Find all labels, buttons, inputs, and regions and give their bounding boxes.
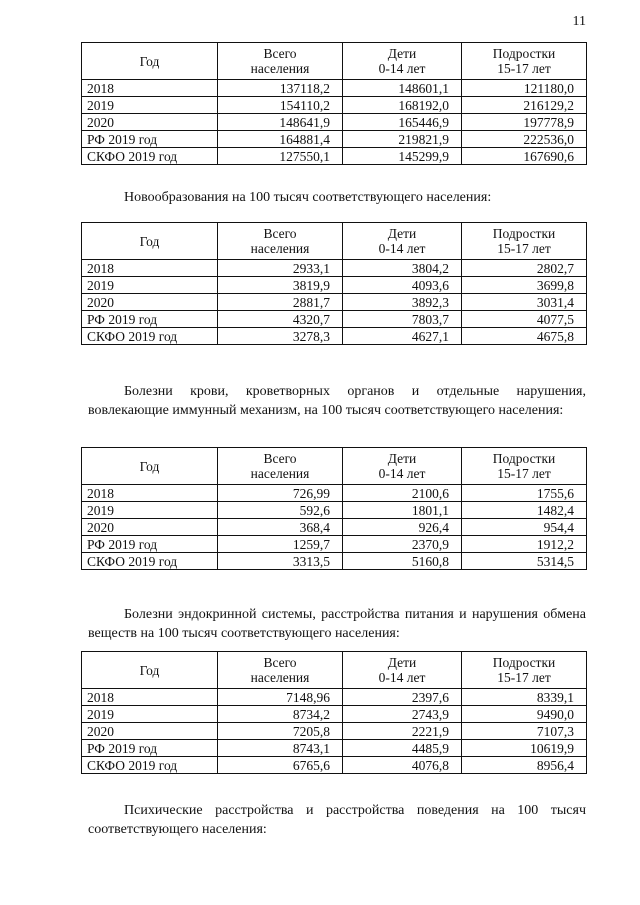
cell-children: 148601,1 — [343, 80, 462, 97]
cell-children: 145299,9 — [343, 148, 462, 165]
table-row — [82, 757, 587, 774]
table-row — [82, 97, 587, 114]
table-row — [82, 689, 587, 706]
cell-children: 2743,9 — [343, 706, 462, 723]
cell-total: 1259,7 — [218, 536, 343, 553]
cell-children: 3804,2 — [343, 260, 462, 277]
cell-teens: 1755,6 — [462, 485, 587, 502]
cell-children: 2100,6 — [343, 485, 462, 502]
cell-year: 2019 — [82, 502, 218, 519]
cell-teens: 121180,0 — [462, 80, 587, 97]
header-teens: Подростки 15-17 лет — [462, 652, 587, 689]
cell-children: 5160,8 — [343, 553, 462, 570]
cell-teens: 222536,0 — [462, 131, 587, 148]
cell-year: 2018 — [82, 80, 218, 97]
table-header-row — [82, 223, 587, 260]
cell-total: 3819,9 — [218, 277, 343, 294]
page-number: 11 — [572, 14, 586, 29]
header-teens: Подростки 15-17 лет — [462, 43, 587, 80]
cell-children: 1801,1 — [343, 502, 462, 519]
table-row — [82, 311, 587, 328]
cell-children: 2370,9 — [343, 536, 462, 553]
cell-year: РФ 2019 год — [82, 536, 218, 553]
cell-total: 8734,2 — [218, 706, 343, 723]
cell-total: 164881,4 — [218, 131, 343, 148]
table-header-row — [82, 652, 587, 689]
cell-children: 165446,9 — [343, 114, 462, 131]
table-row — [82, 260, 587, 277]
cell-year: 2019 — [82, 97, 218, 114]
cell-year: 2018 — [82, 260, 218, 277]
table-incidence-general — [81, 42, 587, 165]
caption-neoplasms: Новообразования на 100 тысяч соответствующего населения: — [124, 190, 492, 205]
cell-teens: 3031,4 — [462, 294, 587, 311]
header-year: Год — [82, 43, 218, 80]
table-row — [82, 553, 587, 570]
cell-year: 2018 — [82, 689, 218, 706]
cell-children: 168192,0 — [343, 97, 462, 114]
cell-teens: 4077,5 — [462, 311, 587, 328]
cell-total: 3313,5 — [218, 553, 343, 570]
cell-year: 2019 — [82, 706, 218, 723]
cell-total: 4320,7 — [218, 311, 343, 328]
cell-children: 7803,7 — [343, 311, 462, 328]
table-header-row — [82, 43, 587, 80]
cell-children: 4093,6 — [343, 277, 462, 294]
cell-teens: 3699,8 — [462, 277, 587, 294]
header-children: Дети 0-14 лет — [343, 223, 462, 260]
cell-children: 3892,3 — [343, 294, 462, 311]
table-row — [82, 328, 587, 345]
cell-year: 2020 — [82, 723, 218, 740]
table-row — [82, 148, 587, 165]
cell-year: 2020 — [82, 519, 218, 536]
table-header-row — [82, 448, 587, 485]
header-teens: Подростки 15-17 лет — [462, 223, 587, 260]
cell-teens: 8339,1 — [462, 689, 587, 706]
cell-children: 4627,1 — [343, 328, 462, 345]
table-row — [82, 706, 587, 723]
table-row — [82, 519, 587, 536]
cell-teens: 1482,4 — [462, 502, 587, 519]
cell-total: 148641,9 — [218, 114, 343, 131]
table-row — [82, 294, 587, 311]
caption-mental-disorders: Психические расстройства и расстройства поведения на 100 тысяч соответствующего населения: — [88, 803, 586, 837]
cell-total: 6765,6 — [218, 757, 343, 774]
cell-year: РФ 2019 год — [82, 311, 218, 328]
cell-year: 2020 — [82, 114, 218, 131]
header-teens: Подростки 15-17 лет — [462, 448, 587, 485]
caption-blood-diseases: Болезни крови, кроветворных органов и отдельные нарушения, вовлекающие иммунный механизм, на 100 тысяч соответствующего населения: — [88, 384, 586, 418]
cell-children: 4076,8 — [343, 757, 462, 774]
header-children: Дети 0-14 лет — [343, 652, 462, 689]
header-total: Всего населения — [218, 448, 343, 485]
cell-teens: 167690,6 — [462, 148, 587, 165]
cell-total: 726,99 — [218, 485, 343, 502]
cell-teens: 5314,5 — [462, 553, 587, 570]
cell-teens: 197778,9 — [462, 114, 587, 131]
cell-total: 2933,1 — [218, 260, 343, 277]
cell-year: 2020 — [82, 294, 218, 311]
table-row — [82, 485, 587, 502]
cell-total: 7205,8 — [218, 723, 343, 740]
cell-total: 7148,96 — [218, 689, 343, 706]
header-total: Всего населения — [218, 652, 343, 689]
cell-total: 154110,2 — [218, 97, 343, 114]
cell-children: 926,4 — [343, 519, 462, 536]
cell-teens: 216129,2 — [462, 97, 587, 114]
cell-total: 3278,3 — [218, 328, 343, 345]
cell-total: 137118,2 — [218, 80, 343, 97]
cell-children: 2221,9 — [343, 723, 462, 740]
table-neoplasms — [81, 222, 587, 345]
table-row — [82, 114, 587, 131]
cell-year: РФ 2019 год — [82, 740, 218, 757]
table-row — [82, 723, 587, 740]
table-row — [82, 277, 587, 294]
header-year: Год — [82, 448, 218, 485]
cell-teens: 7107,3 — [462, 723, 587, 740]
table-row — [82, 80, 587, 97]
cell-total: 2881,7 — [218, 294, 343, 311]
cell-teens: 2802,7 — [462, 260, 587, 277]
table-row — [82, 502, 587, 519]
table-row — [82, 536, 587, 553]
cell-year: СКФО 2019 год — [82, 757, 218, 774]
cell-children: 219821,9 — [343, 131, 462, 148]
cell-teens: 8956,4 — [462, 757, 587, 774]
header-children: Дети 0-14 лет — [343, 43, 462, 80]
header-year: Год — [82, 223, 218, 260]
cell-teens: 4675,8 — [462, 328, 587, 345]
table-endocrine-diseases — [81, 651, 587, 774]
cell-children: 2397,6 — [343, 689, 462, 706]
cell-teens: 954,4 — [462, 519, 587, 536]
table-blood-diseases — [81, 447, 587, 570]
table-row — [82, 740, 587, 757]
cell-year: 2018 — [82, 485, 218, 502]
cell-total: 592,6 — [218, 502, 343, 519]
cell-year: СКФО 2019 год — [82, 328, 218, 345]
cell-teens: 9490,0 — [462, 706, 587, 723]
header-year: Год — [82, 652, 218, 689]
cell-year: РФ 2019 год — [82, 131, 218, 148]
cell-teens: 10619,9 — [462, 740, 587, 757]
table-row — [82, 131, 587, 148]
caption-endocrine-diseases: Болезни эндокринной системы, расстройства питания и нарушения обмена веществ на 100 тысяч соответствующего населения: — [88, 607, 586, 641]
header-total: Всего населения — [218, 43, 343, 80]
cell-total: 127550,1 — [218, 148, 343, 165]
cell-total: 368,4 — [218, 519, 343, 536]
cell-year: 2019 — [82, 277, 218, 294]
cell-year: СКФО 2019 год — [82, 148, 218, 165]
header-total: Всего населения — [218, 223, 343, 260]
header-children: Дети 0-14 лет — [343, 448, 462, 485]
cell-children: 4485,9 — [343, 740, 462, 757]
cell-teens: 1912,2 — [462, 536, 587, 553]
cell-year: СКФО 2019 год — [82, 553, 218, 570]
cell-total: 8743,1 — [218, 740, 343, 757]
